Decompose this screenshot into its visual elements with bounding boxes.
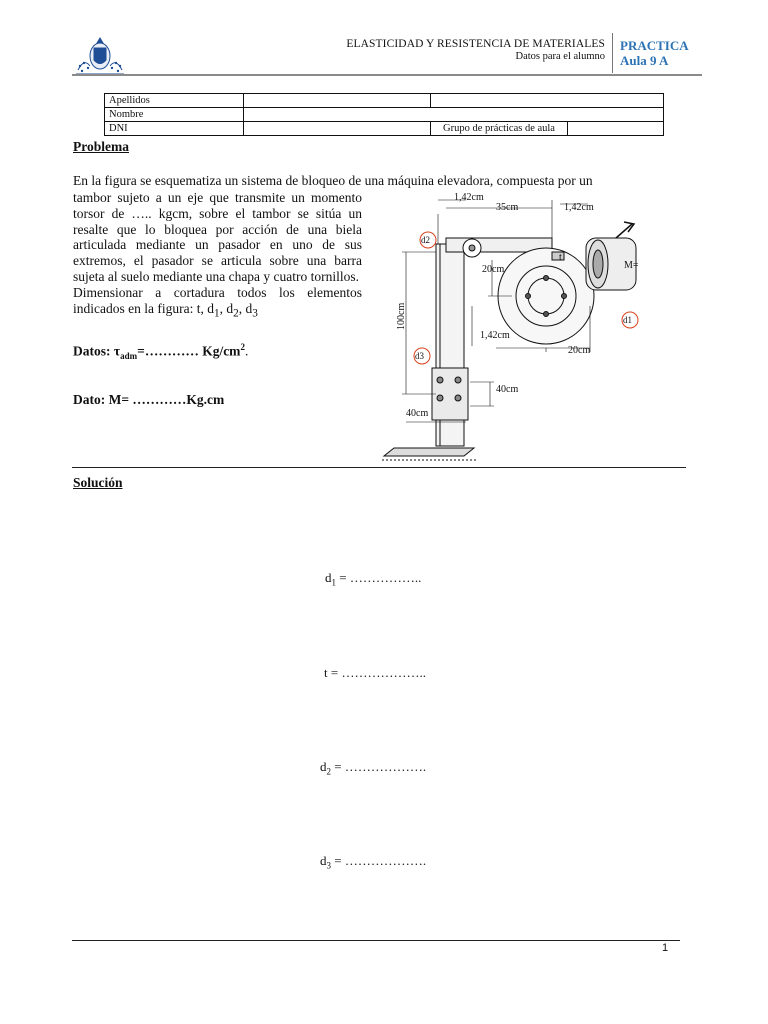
ground-base [384,448,474,456]
dimensionar-text: Dimensionar a cortadura todos los elementos indicados en la figura: t, $d_1$, $d_2$, $d_3$ [73,284,362,320]
problem-description [73,190,362,322]
dim-40-right: 40cm [496,384,519,395]
table-row [105,108,664,122]
nombre-field[interactable] [244,108,664,122]
dim-35: 35cm [496,202,519,213]
section-separator [72,467,686,468]
dim-40-bottom: 40cm [406,408,429,419]
answer-d1: $d_1$ = …………….. [325,570,422,588]
nombre-label: Nombre [105,108,244,122]
dim-142-right: 1,42cm [564,202,594,213]
problem-text: tambor sujeto a un eje que transmite un momento torsor de ….. kgcm, sobre el tambor se sitúa un resalte que lo bloquea por acción de una biela articulada mediante un pasador en uno de sus extremos, el pasador se articula sobre una barra sujeta al suelo mediante una chapa y cuatro tornillos. [73,190,362,284]
callout-d3: d3 [415,351,424,361]
apellidos-field-1[interactable] [244,94,431,108]
dni-label: DNI [105,122,244,136]
answer-d2: $d_2$ = ………………. [320,759,427,777]
callout-d2: d2 [421,235,430,245]
solucion-heading: Solución [73,475,123,490]
label-m: M= [624,260,639,271]
course-subtitle: Datos para el alumno [515,51,605,62]
university-logo [74,36,126,76]
dim-142-top: 1,42cm [454,192,484,203]
course-title: ELASTICIDAD Y RESISTENCIA DE MATERIALES [346,38,605,50]
problema-heading: Problema [73,139,129,154]
header-rule [72,74,702,76]
apellidos-label: Apellidos [105,94,244,108]
drum [498,248,594,344]
dni-field[interactable] [244,122,431,136]
table-row [105,122,664,136]
aula-label: Aula 9 A [620,53,669,68]
base-plate [432,368,468,420]
grupo-label: Grupo de prácticas de aula [431,122,568,136]
dim-20-bottom: 20cm [568,345,591,356]
practica-label: PRACTICA [620,38,689,53]
datos-tau: Datos: $\tau_{adm}=\dots\dots\dots\dots$ $Kg/cm^2$. [73,342,249,362]
header-divider [612,33,613,73]
dim-100: 100cm [396,302,407,330]
answer-d3: $d_3$ = ………………. [320,853,427,871]
table-row [105,94,664,108]
footer-rule [72,940,680,941]
dato-m: Dato: M= …………Kg.cm [73,392,225,407]
page-number: 1 [662,942,669,954]
dim-142-mid: 1,42cm [480,330,510,341]
label-t: t [559,252,562,263]
student-info-table [104,93,664,136]
problem-intro: En la figura se esquematiza un sistema de bloqueo de una máquina elevadora, compuesta por un [73,173,593,188]
apellidos-field-2[interactable] [431,94,664,108]
answer-t: t = ……………….. [324,665,426,680]
callout-d1: d1 [623,315,632,325]
grupo-field[interactable] [568,122,664,136]
mechanism-figure [376,186,700,468]
dim-20-left: 20cm [482,264,505,275]
